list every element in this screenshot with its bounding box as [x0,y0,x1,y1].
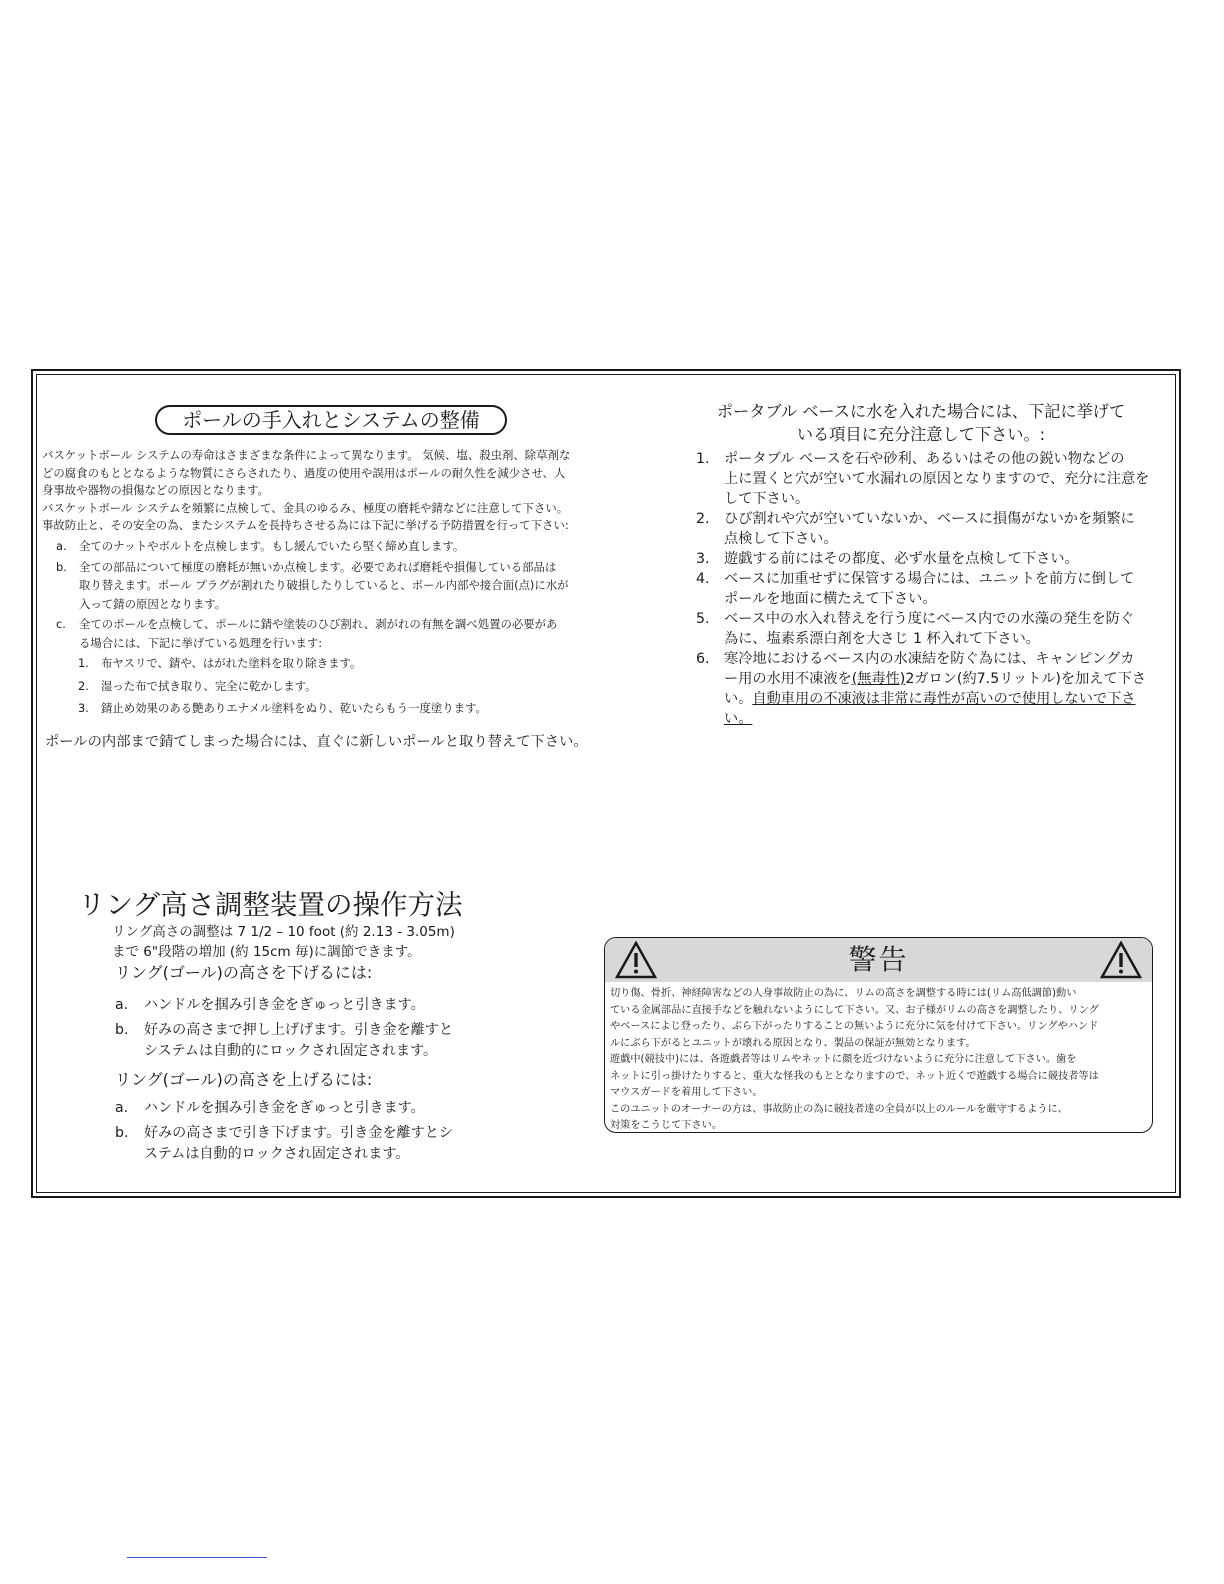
list-marker: a. [115,1100,129,1116]
text-run: 2ガロン(約7.5リットル)を加えて下さ [905,671,1147,687]
pole-care-intro [42,447,608,535]
list-item-text: ハンドルを掴み引き金をぎゅっと引きます。 [144,997,425,1013]
warning-line: ている金属部品に直接手などを触れないようにして下さい。又、お子様がリムの高さを調整したり、リング [610,1004,1099,1016]
intro-line: 事故防止と、その安全の為、またシステムを長持ちさせる為には下記に挙げる予防措置を行って下さい: [42,518,569,532]
warning-line: 遊戯中(競技中)には、各遊戯者等はリムやネットに顔を近づけないように充分に注意して下さい。歯を [610,1054,1077,1065]
intro-line: まで 6"段階の増加 (約 15cm 毎)に調節できます。 [112,944,421,960]
warning-line: ルにぶら下がるとユニットが壊れる原因となり、製品の保証が無効となります。 [610,1037,976,1049]
list-item-text: 湿った布で拭き取り、完全に乾かします。 [101,678,317,693]
list-marker: 5. [696,611,710,627]
list-marker: 3. [78,701,89,715]
list-item [696,569,1152,609]
list-marker: b. [115,1022,129,1038]
title-line: いる項目に充分注意して下さい。: [796,425,1046,444]
lower-heading: リング(ゴール)の高さを下げるには: [115,963,373,982]
warning-line: 対策をこうじて下さい。 [610,1120,723,1131]
list-item-text: 好みの高さまで押し上げげます。引き金を離すと [144,1022,453,1038]
list-item-text [724,709,1146,729]
list-item-text [724,689,1146,709]
non-toxic-underlined: (無毒性) [851,671,906,687]
list-item-text: 好みの高さまで引き下げます。引き金を離すとシ [144,1125,453,1141]
pole-care-list [56,537,608,652]
list-item-text: 全てのナットやボルトを点検します。もし緩んでいたら堅く締め直します。 [79,539,465,553]
list-marker: a. [115,997,129,1013]
list-marker: 1. [78,656,89,670]
list-item [696,609,1152,649]
warning-text [610,986,1146,1133]
list-item [78,675,608,698]
height-adjust-intro [112,922,492,962]
list-item-text: 上に置くと穴が空いて水漏れの原因となりますので、充分に注意を [724,471,1150,487]
list-item-text: 遊戯する前にはその都度、必ず水量を点検して下さい。 [724,551,1079,567]
list-item [56,537,608,556]
intro-line: バスケットボール システムを頻繁に点検して、金具のゆるみ、極度の磨耗や錆などに注意して下さい。 [42,500,569,515]
list-item-text: ひび割れや穴が空いていないか、ベースに損傷がないかを頻繁に [724,511,1135,527]
list-marker: 3. [696,551,710,567]
raise-steps-list [115,1098,475,1165]
list-marker: b. [115,1125,129,1141]
list-item-text: 布ヤスリで、錆や、はがれた塗料を取り除きます。 [101,656,362,670]
footer-rule [127,1557,267,1558]
list-item [78,697,608,720]
list-item [56,558,608,614]
list-marker: 2. [78,678,89,693]
list-item [115,1123,475,1165]
list-marker: 6. [696,651,710,667]
list-item [696,649,1152,729]
list-item-text: 寒冷地におけるベース内の水凍結を防ぐ為には、キャンピングカ [724,651,1135,667]
pole-care-title: ポールの手入れとシステムの整備 [155,405,507,435]
list-item [115,1098,475,1119]
list-item-text: して下さい。 [724,491,810,507]
list-item [696,449,1152,509]
list-item-text: ポールを地面に横たえて下さい。 [724,591,937,607]
warning-line: ネットに引っ掛けたりすると、重大な怪我のもととなりますので、ネット近くで遊戯する場合に競技者等は [610,1070,1099,1082]
intro-line: どの腐食のもととなるような物質にさらされたり、過度の使用や誤用はポールの耐久性を減少させ、人 [42,465,566,480]
list-item-text: システムは自動的にロックされ固定されます。 [144,1043,438,1059]
list-marker: a. [56,539,67,553]
portable-base-list [696,449,1152,729]
list-item-text: 全ての部品について極度の磨耗が無いか点検します。必要であれば磨耗や損傷している部品は [79,559,557,574]
list-item-text: 取り替えます。ポール プラグが割れたり破損したりしていると、ポール内部や接合面(点)に水が [79,578,569,592]
text-run: い。 [724,691,753,707]
list-item [56,615,608,652]
list-item-text: ベースに加重せずに保管する場合には、ユニットを前方に倒して [724,571,1135,587]
list-item-text: ベース中の水入れ替えを行う度にベース内での水藻の発生を防ぐ [724,611,1135,627]
list-marker: 1. [696,451,710,467]
warning-triangle-icon [1100,941,1142,979]
list-marker: 2. [696,511,710,527]
list-marker: c. [56,617,66,631]
text-run: ー用の水用不凍液を [724,671,852,687]
warning-box [604,937,1153,1133]
list-item-text: ステムは自動的ロックされ固定されます。 [144,1146,410,1162]
warning-line: やベースによじ登ったり、ぶら下がったりすることの無いように充分に気を付けて下さい。リングやハンド [610,1021,1099,1032]
list-item [78,652,608,675]
warning-line: マウスガードを着用して下さい。 [610,1087,763,1098]
list-item [696,509,1152,549]
list-item [115,995,475,1016]
list-item-text: ハンドルを掴み引き金をぎゅっと引きます。 [144,1100,425,1116]
toxic-warning-underlined: い。 [724,711,753,727]
raise-heading: リング(ゴール)の高さを上げるには: [115,1070,373,1089]
list-item-text: 点検して下さい。 [724,531,838,547]
warning-line: 切り傷、骨折、神経障害などの人身事故防止の為に、リムの高さを調整する時には(リム高低調節)動い [610,988,1077,999]
list-item [115,1020,475,1062]
list-item-text: る場合には、下記に挙げている処理を行います: [79,635,323,650]
rust-steps-list [78,652,608,720]
intro-line: リング高さの調整は 7 1/2 – 10 foot (約 2.13 - 3.05m) [112,924,455,940]
toxic-warning-underlined: 自動車用の不凍液は非常に毒性が高いので使用しないで下さ [752,691,1136,707]
intro-line: バスケットボール システムの寿命はさまざまな条件によって異なります。 気候、塩、殺虫剤、除草剤な [42,448,571,462]
lower-steps-list [115,995,475,1062]
list-item-text: ポータブル ベースを石や砂利、あるいはその他の鋭い物などの [724,451,1125,467]
list-item-text: 全てのポールを点検して、ポールに錆や塗装のひび割れ、剥がれの有無を調べ処置の必要があ [79,617,558,631]
pole-replace-note: ポールの内部まで錆てしまった場合には、直ぐに新しいポールと取り替えて下さい。 [45,734,588,750]
list-item [696,549,1152,569]
list-marker: 4. [696,571,710,587]
list-marker: b. [56,559,67,574]
list-item-text: 錆止め効果のある艶ありエナメル塗料をぬり、乾いたらもう一度塗ります。 [101,701,487,715]
intro-line: 身事故や器物の損傷などの原因となります。 [42,483,269,497]
portable-base-title [690,400,1152,446]
list-item-text: 入って錆の原因となります。 [79,596,227,611]
list-item-text: 為に、塩素系漂白剤を大さじ 1 杯入れて下さい。 [724,631,1040,647]
warning-title: 警告 [848,943,909,976]
warning-line: このユニットのオーナーの方は、事故防止の為に競技者達の全員が以上のルールを厳守するように、 [610,1103,1068,1115]
list-item-text [724,669,1146,689]
height-adjust-title: リング高さ調整装置の操作方法 [78,889,463,921]
title-line: ポータブル ベースに水を入れた場合には、下記に挙げて [716,402,1126,421]
